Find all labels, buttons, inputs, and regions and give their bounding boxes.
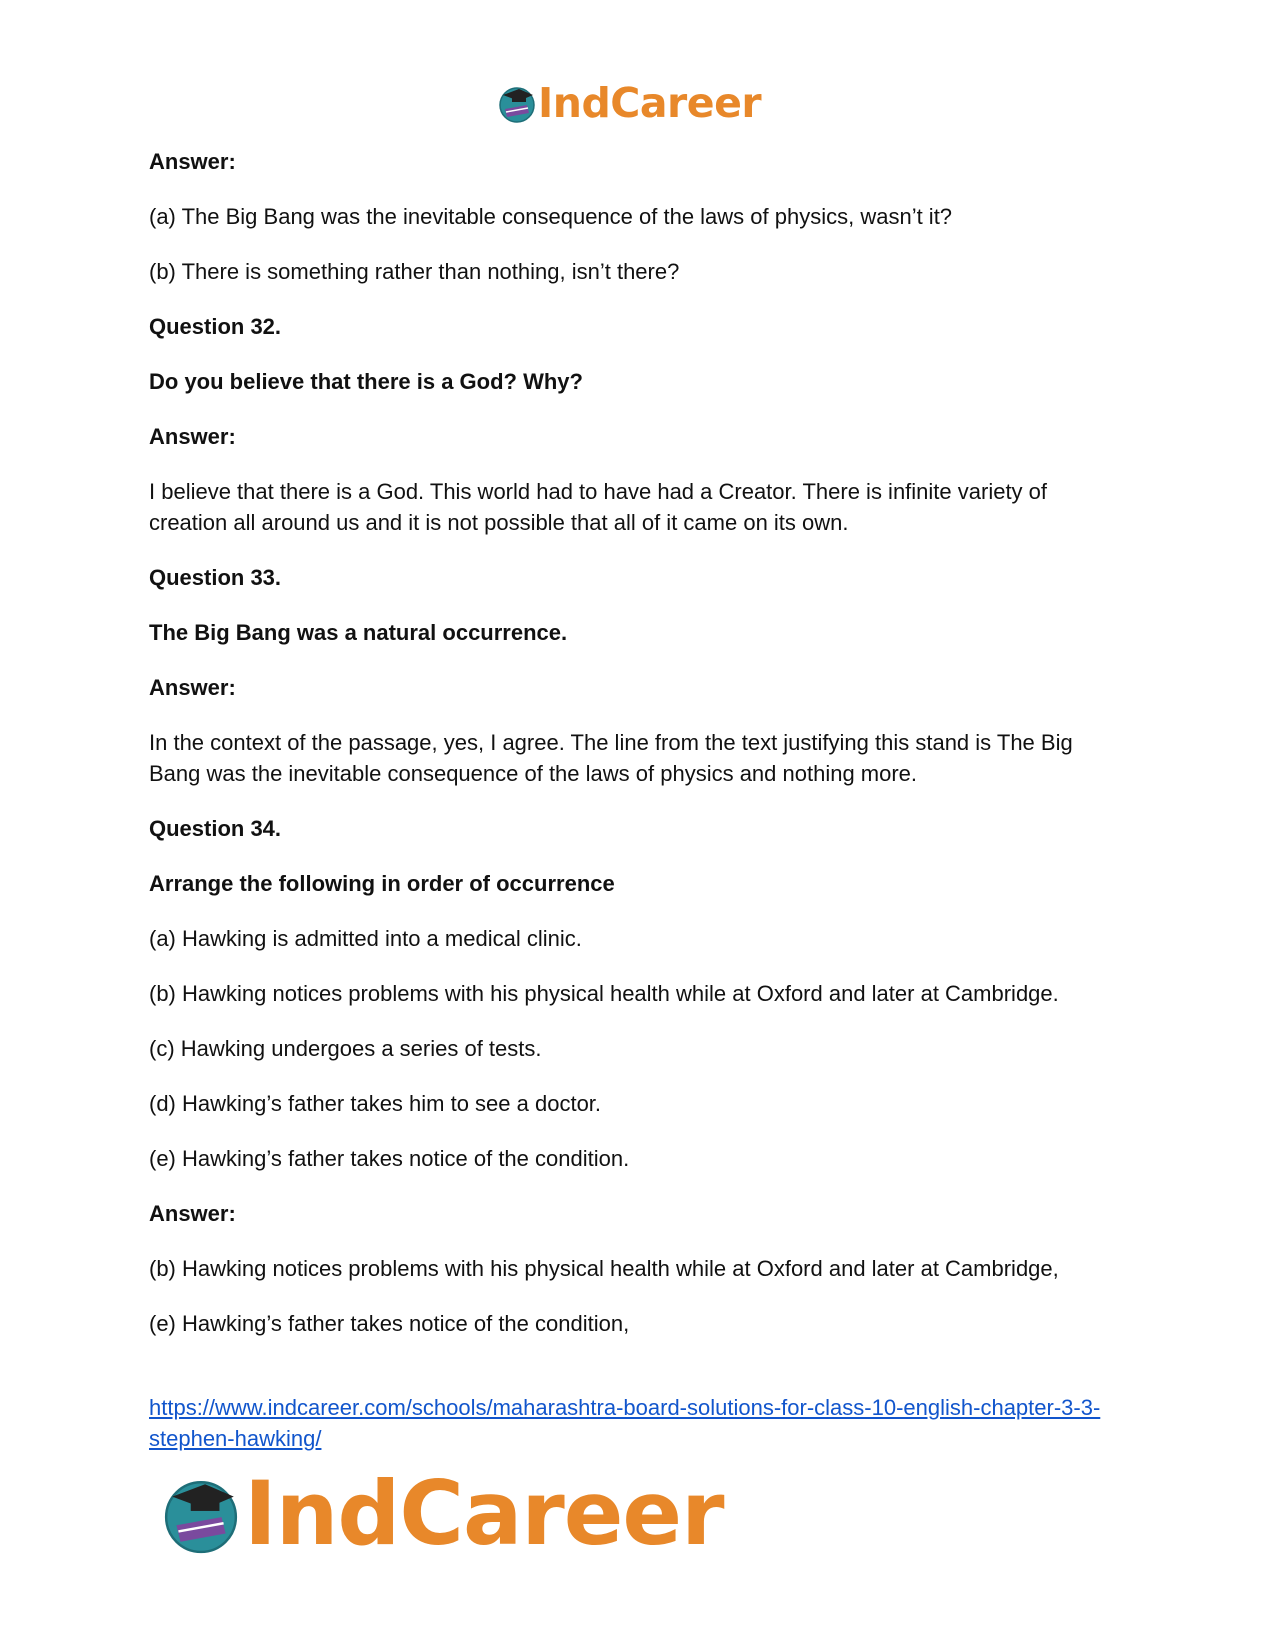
heading-text: Answer: — [149, 1201, 236, 1226]
heading-text: Answer: — [149, 424, 236, 449]
paragraph-text: (d) Hawking’s father takes him to see a doctor. — [149, 1091, 602, 1116]
paragraph-text: (e) Hawking’s father takes notice of the condition. — [149, 1146, 630, 1171]
graduation-cap-book-globe-icon — [497, 83, 537, 123]
heading-text: Arrange the following in order of occurrence — [149, 871, 615, 896]
paragraph-text: (b) There is something rather than nothing, isn’t there? — [149, 259, 680, 284]
paragraph-text: (b) Hawking notices problems with his physical health while at Oxford and later at Cambridge, — [149, 1256, 1059, 1281]
header-logo — [497, 78, 761, 128]
paragraph-text: (a) Hawking is admitted into a medical clinic. — [149, 926, 582, 951]
graduation-cap-book-globe-icon — [160, 1472, 242, 1554]
paragraph-text: I believe that there is a God. This world had to have had a Creator. There is infinite variety of creation all around us and it is not possible that all of it came on its own. — [149, 479, 1048, 535]
source-link-block — [149, 1392, 1129, 1454]
paragraph-text: (b) Hawking notices problems with his physical health while at Oxford and later at Cambridge. — [149, 981, 1059, 1006]
heading-text: Question 32. — [149, 314, 282, 339]
logo-wordmark: IndCareer — [538, 79, 762, 127]
paragraph-text: (a) The Big Bang was the inevitable consequence of the laws of physics, wasn’t it? — [149, 204, 953, 229]
paragraph-text: (e) Hawking’s father takes notice of the condition, — [149, 1311, 630, 1336]
footer-logo — [160, 1463, 724, 1563]
heading-text: Question 33. — [149, 565, 282, 590]
heading-text: The Big Bang was a natural occurrence. — [149, 620, 568, 645]
heading-text: Answer: — [149, 675, 236, 700]
paragraph-text: (c) Hawking undergoes a series of tests. — [149, 1036, 542, 1061]
document-body — [149, 146, 1129, 1363]
heading-text: Answer: — [149, 149, 236, 174]
heading-text: Do you believe that there is a God? Why? — [149, 369, 583, 394]
heading-text: Question 34. — [149, 816, 282, 841]
logo-wordmark: IndCareer — [244, 1461, 724, 1565]
source-url-link[interactable]: https://www.indcareer.com/schools/maharashtra-board-solutions-for-class-10-english-chapter-3-3-stephen-hawking/ — [149, 1395, 1101, 1451]
paragraph-text: In the context of the passage, yes, I agree. The line from the text justifying this stand is The Big Bang was the inevitable consequence of the laws of physics and nothing more. — [149, 730, 1073, 786]
